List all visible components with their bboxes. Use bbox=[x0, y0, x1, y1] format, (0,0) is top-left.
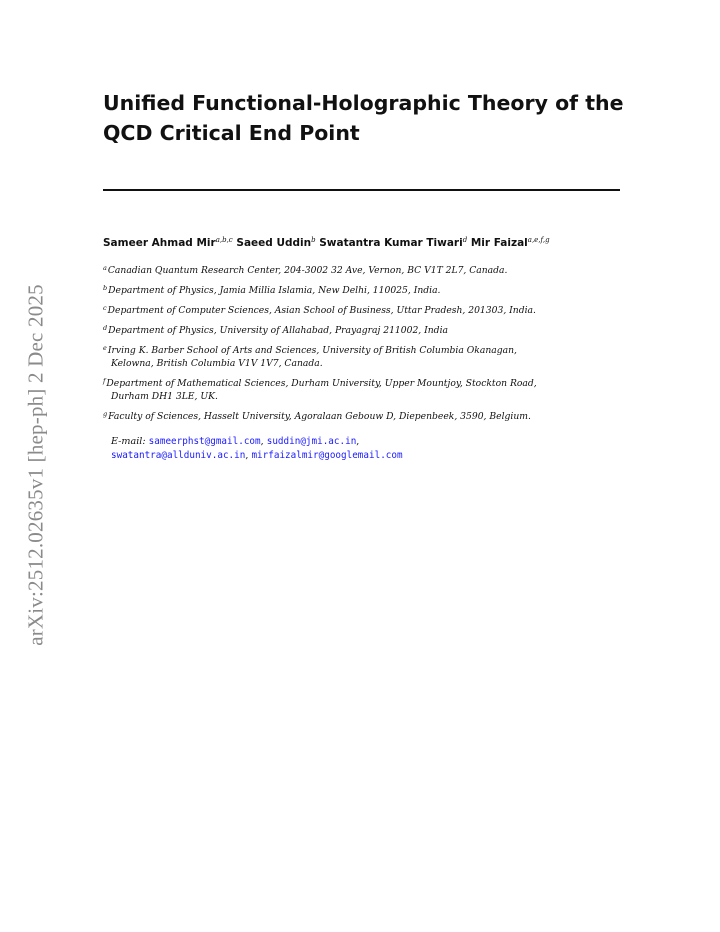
affiliation-item bbox=[103, 322, 623, 338]
affiliation-text: Department of Computer Sciences, Asian School of Business, Uttar Pradesh, 201303, India. bbox=[107, 304, 536, 316]
affiliation-key: d bbox=[103, 323, 108, 332]
affiliation-item bbox=[103, 408, 623, 424]
affiliation-item bbox=[103, 375, 623, 404]
author-list bbox=[103, 236, 550, 249]
affiliation-text: Department of Mathematical Sciences, Durham University, Upper Mountjoy, Stockton Road, bbox=[106, 377, 537, 389]
author-name: Saeed Uddin bbox=[236, 237, 312, 249]
email-link[interactable]: sameerphst@gmail.com bbox=[148, 436, 261, 447]
email-link[interactable]: suddin@jmi.ac.in bbox=[266, 436, 357, 447]
author-affiliation-marker: d bbox=[462, 236, 468, 244]
affiliation-key: e bbox=[103, 343, 107, 352]
affiliation-key: a bbox=[103, 264, 107, 272]
paper-title bbox=[103, 88, 643, 148]
email-link[interactable]: swatantra@allduniv.ac.in bbox=[111, 450, 246, 461]
author-name: Sameer Ahmad Mir bbox=[103, 237, 216, 249]
affiliation-key: f bbox=[103, 376, 106, 385]
email-label: E-mail: bbox=[111, 436, 146, 447]
email-link[interactable]: mirfaizalmir@googlemail.com bbox=[251, 450, 403, 461]
arxiv-identifier-stamp[interactable]: arXiv:2512.02635v1 [hep-ph] 2 Dec 2025 bbox=[23, 284, 48, 646]
affiliation-text-continued: Durham DH1 3LE, UK. bbox=[111, 390, 218, 402]
affiliation-text-continued: Kelowna, British Columbia V1V 1V7, Canada. bbox=[111, 357, 323, 369]
paper-title-line: Unified Functional-Holographic Theory of the bbox=[103, 91, 624, 115]
affiliation-item bbox=[103, 302, 623, 318]
affiliation-key: b bbox=[103, 283, 108, 292]
affiliation-text: Department of Physics, Jamia Millia Islamia, New Delhi, 110025, India. bbox=[108, 284, 441, 296]
author-affiliation-marker: a,e,f,g bbox=[527, 236, 550, 244]
email-line bbox=[111, 449, 403, 463]
affiliation-key: g bbox=[103, 409, 108, 418]
affiliation-item bbox=[103, 282, 623, 298]
email-line bbox=[111, 435, 403, 449]
affiliation-list bbox=[103, 262, 623, 427]
email-separator: , bbox=[260, 436, 267, 447]
author-affiliation-marker: a,b,c bbox=[215, 236, 233, 244]
affiliation-key: c bbox=[103, 303, 107, 312]
author-name: Mir Faizal bbox=[470, 237, 528, 249]
affiliation-text: Faculty of Sciences, Hasselt University, Agoralaan Gebouw D, Diepenbeek, 3590, Belgium. bbox=[108, 410, 531, 422]
affiliation-item bbox=[103, 262, 623, 278]
title-divider bbox=[103, 189, 620, 191]
author-affiliation-marker: b bbox=[311, 236, 316, 244]
affiliation-item bbox=[103, 342, 623, 371]
affiliation-text: Irving K. Barber School of Arts and Sciences, University of British Columbia Okanagan, bbox=[107, 344, 517, 356]
email-block bbox=[111, 435, 403, 463]
email-separator: , bbox=[356, 436, 360, 447]
affiliation-text: Canadian Quantum Research Center, 204-3002 32 Ave, Vernon, BC V1T 2L7, Canada. bbox=[107, 265, 508, 276]
email-separator: , bbox=[245, 450, 252, 461]
author-name: Swatantra Kumar Tiwari bbox=[319, 237, 463, 249]
affiliation-text: Department of Physics, University of Allahabad, Prayagraj 211002, India bbox=[108, 324, 448, 336]
paper-title-line: QCD Critical End Point bbox=[103, 121, 360, 145]
